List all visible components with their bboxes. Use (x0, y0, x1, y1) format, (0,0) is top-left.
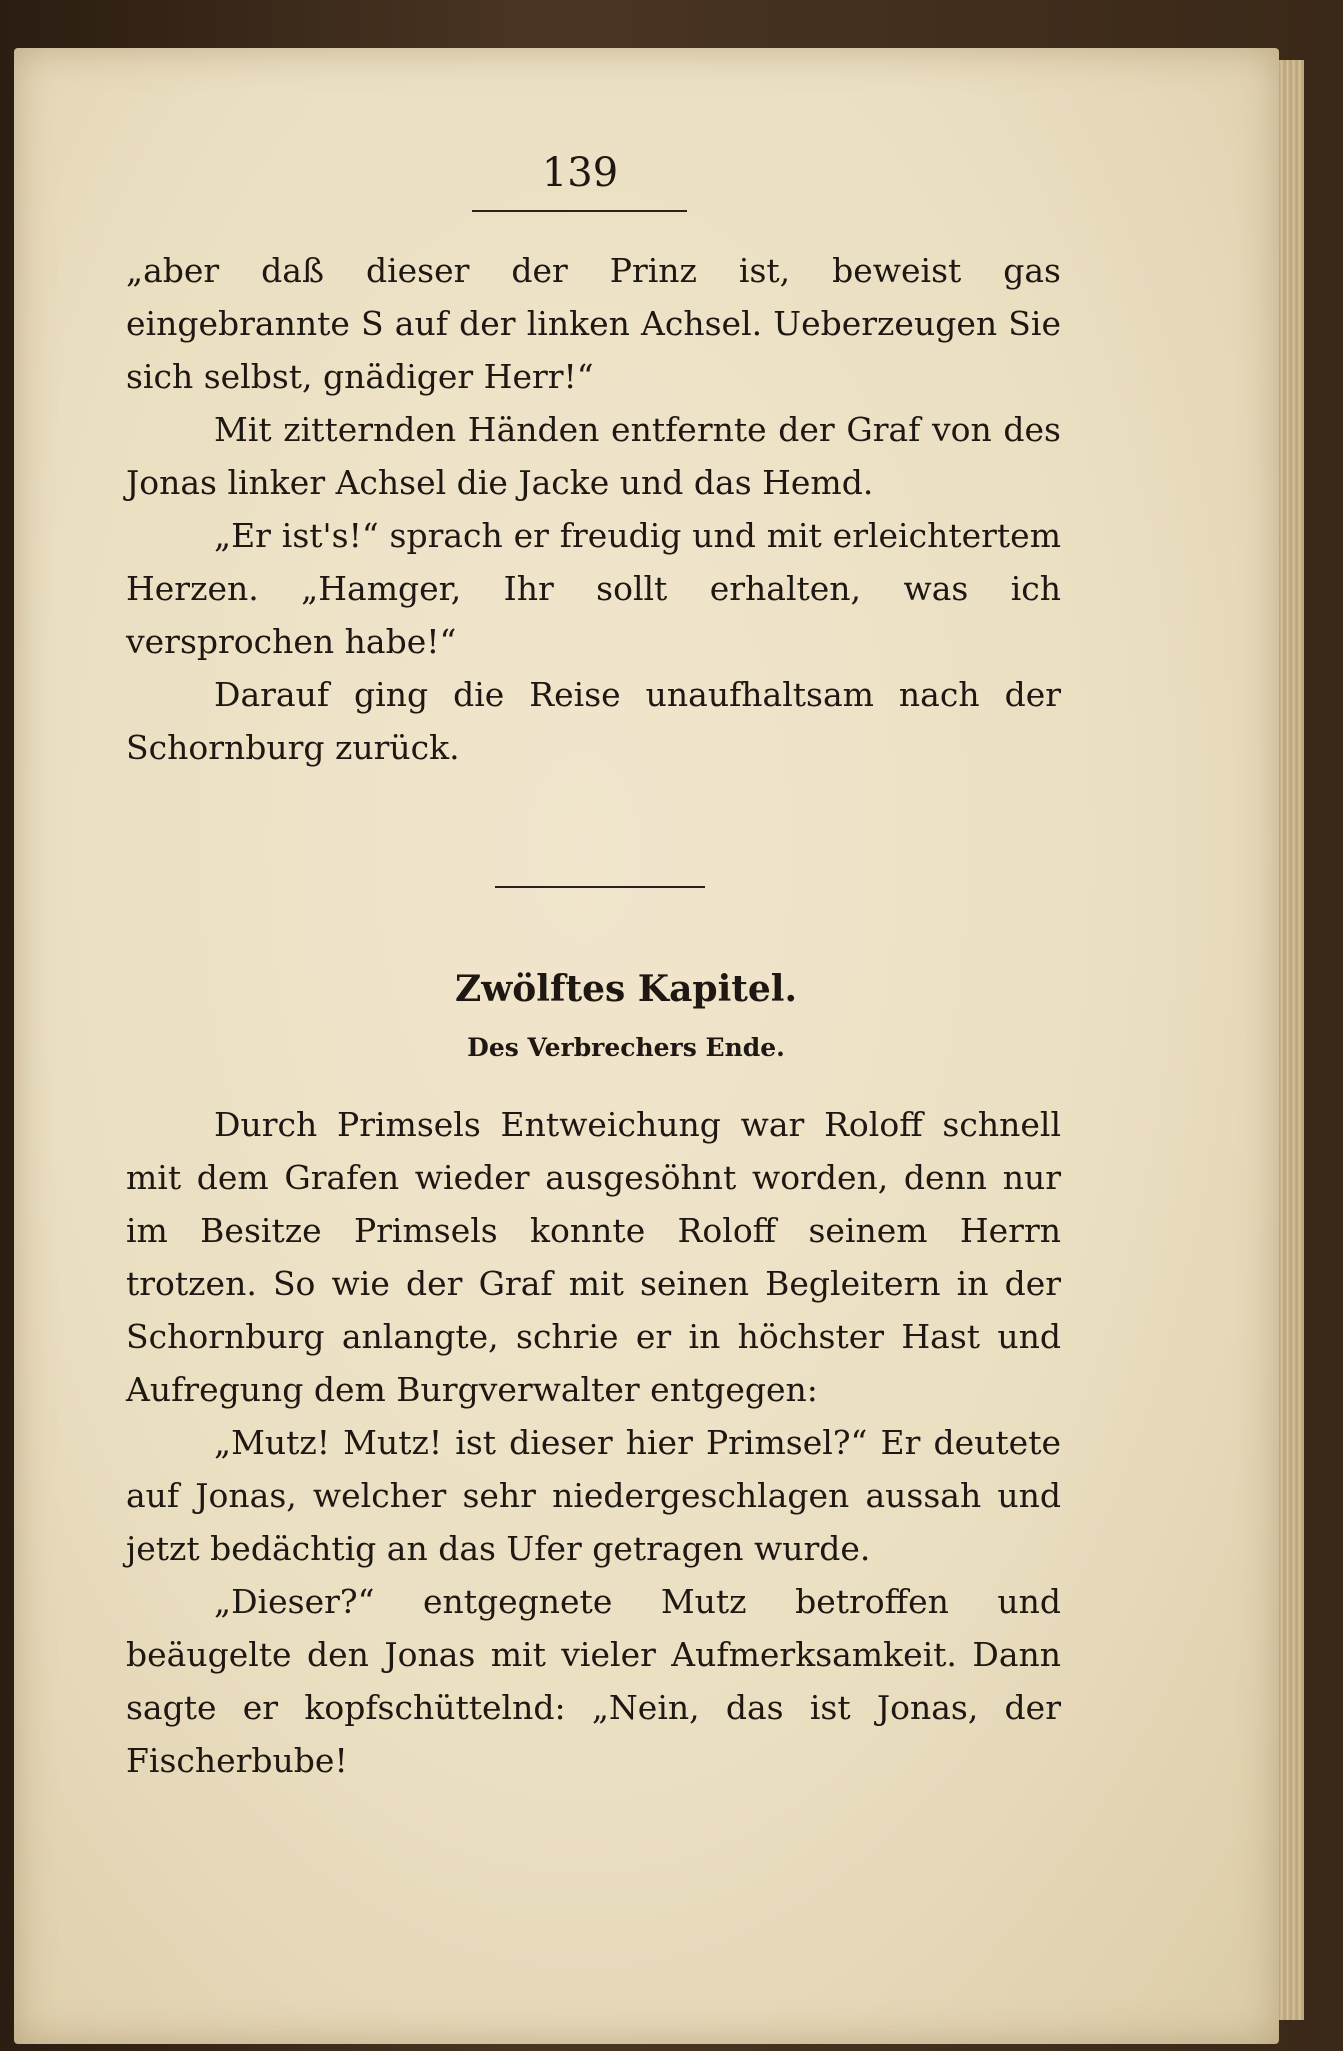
section-2-text (126, 1098, 1061, 1787)
paragraph: „Er ist's!“ sprach er freudig und mit erleichtertem Herzen. „Hamger, Ihr sollt erhalten, was ich versprochen habe!“ (126, 516, 1061, 661)
paragraph: Darauf ging die Reise unaufhaltsam nach der Schornburg zurück. (126, 675, 1061, 767)
paragraph: „Mutz! Mutz! ist dieser hier Primsel?“ Er deutete auf Jonas, welcher sehr niedergeschlagen aussah und jetzt bedächtig an das Ufer getragen wurde. (126, 1423, 1061, 1568)
page-number-rule (472, 210, 687, 212)
section-divider (495, 886, 705, 888)
page-number: 139 (541, 150, 619, 196)
paragraph: „aber daß dieser der Prinz ist, beweist gas eingebrannte S auf der linken Achsel. Ueberzeugen Sie sich selbst, gnädiger Herr!“ (126, 251, 1061, 396)
paragraph: Durch Primsels Entweichung war Roloff schnell mit dem Grafen wieder ausgesöhnt worden, denn nur im Besitze Primsels konnte Roloff seinem Herrn trotzen. So wie der Graf mit seinen Begleitern in der Schornburg anlangte, schrie er in höchster Hast und Aufregung dem Burgverwalter entgegen: (126, 1105, 1061, 1409)
chapter-title: Zwölftes Kapitel. (455, 968, 797, 1010)
paragraph: „Dieser?“ entgegnete Mutz betroffen und beäugelte den Jonas mit vieler Aufmerksamkeit. Dann sagte er kopfschüttelnd: „Nein, das ist Jonas, der Fischerbube! (126, 1582, 1061, 1780)
paragraph: Mit zitternden Händen entfernte der Graf von des Jonas linker Achsel die Jacke und das Hemd. (126, 410, 1061, 502)
section-1-text (126, 244, 1061, 774)
chapter-subtitle: Des Verbrechers Ende. (467, 1033, 785, 1062)
